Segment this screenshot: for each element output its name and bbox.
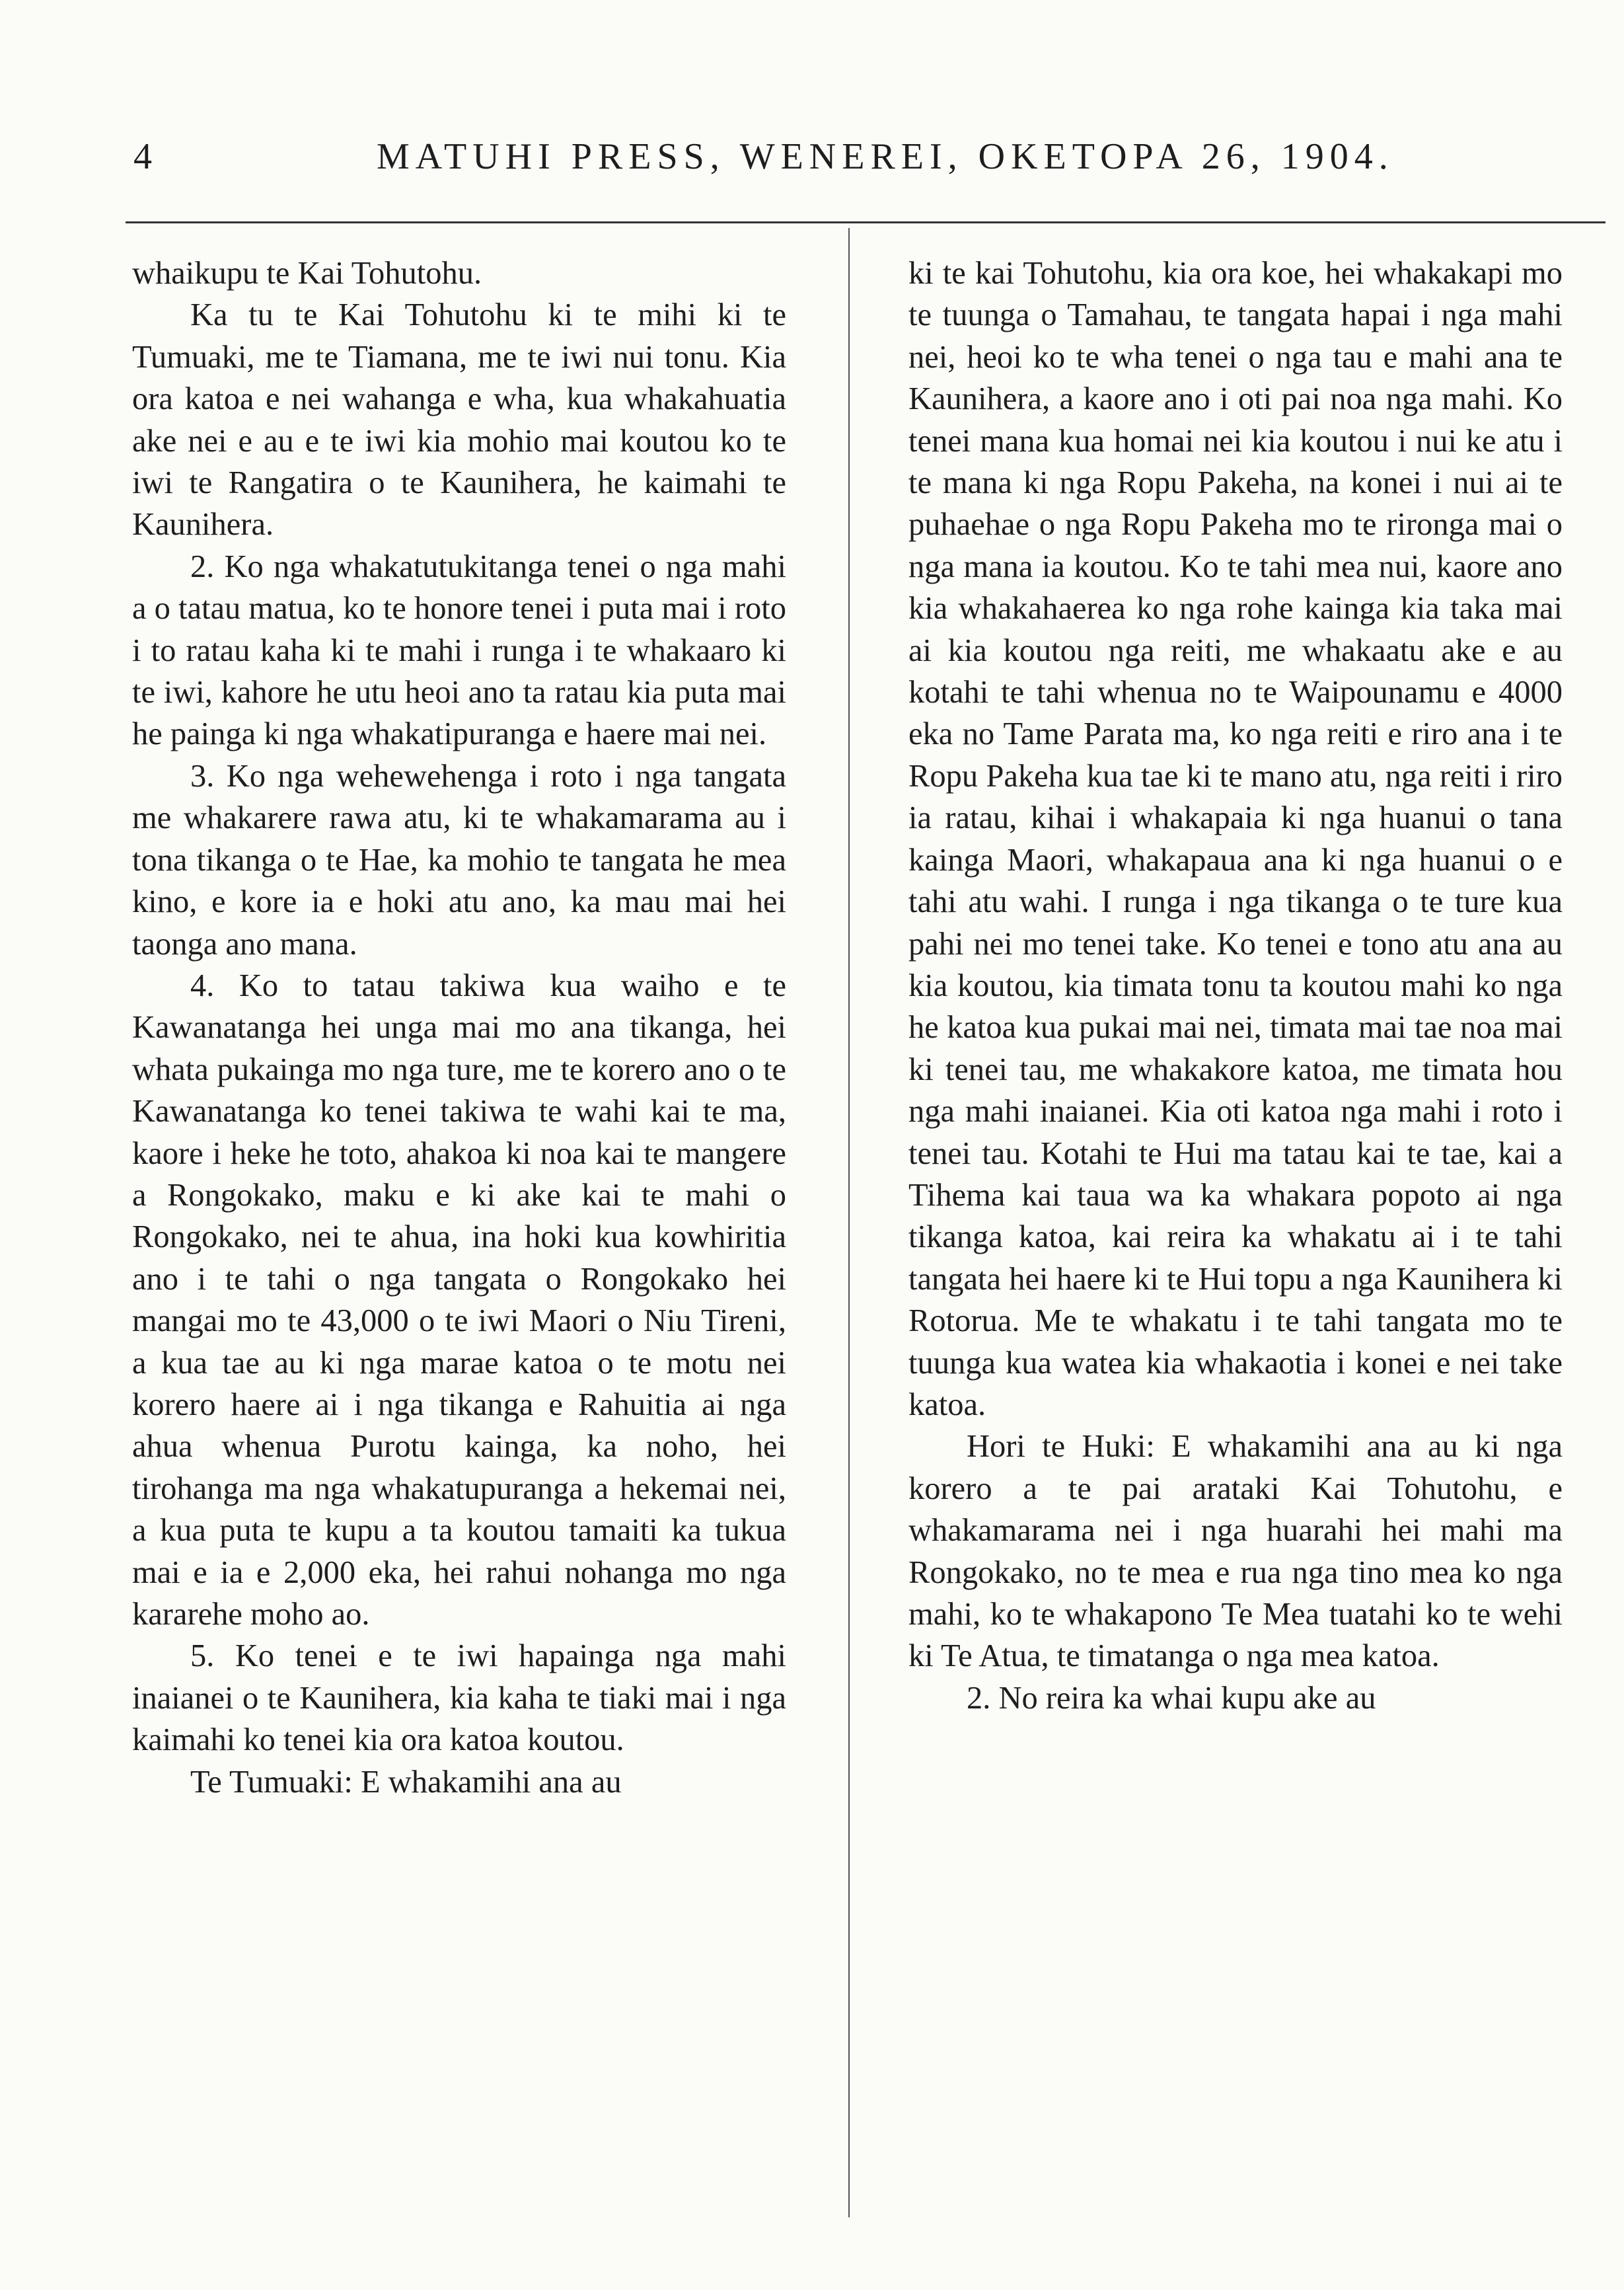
paragraph: Ka tu te Kai Tohutohu ki te mihi ki te Tumuaki, me te Tiamana, me te iwi nui tonu. Kia ora katoa e nei wahanga e wha, kua whakahuatia ake nei e au e te iwi kia mohio mai koutou ko te iwi te Rangatira o te Kaunihera, he kaimahi te Kaunihera.: [132, 297, 786, 543]
page-number: 4: [133, 136, 153, 177]
paragraph: 3. Ko nga wehewehenga i roto i nga tangata me whakarere rawa atu, ki te whakamarama au i tona tikanga o te Hae, ka mohio te tangata he mea kino, e kore ia e hoki atu ano, ka mau mai hei taonga ano mana.: [132, 758, 786, 962]
page-header: [126, 135, 1606, 195]
paragraph: 4. Ko to tatau takiwa kua waiho e te Kawanatanga hei unga mai mo ana tikanga, hei whata pukainga mo nga ture, me te korero ano o te Kawanatanga ko tenei takiwa te wahi kai te ma, kaore i heke he toto, ahakoa ki noa kai te mangere a Rongokako, maku e ki ake kai te mahi o Rongokako, nei te ahua, ina hoki kua kowhiritia ano i te tahi o nga tangata o Rongokako hei mangai mo te 43,000 o te iwi Maori o Niu Tireni, a kua tae au ki nga marae katoa o te motu nei korero haere ai i nga tikanga e Rahuitia ai nga ahua whenua Purotu kainga, ka noho, hei tirohanga ma nga whakatupuranga a hekemai nei, a kua puta te kupu a ta koutou tamaiti ka tukua mai e ia e 2,000 eka, hei rahui nohanga mo nga kararehe moho ao.: [132, 968, 786, 1632]
paragraph: Te Tumuaki: E whakamihi ana au: [190, 1764, 622, 1800]
paragraph: 2. Ko nga whakatutukitanga tenei o nga mahi a o tatau matua, ko te honore tenei i puta mai i roto i to ratau kaha ki te mahi i runga i te whakaaro ki te iwi, kahore he utu heoi ano ta ratau kia puta mai he painga ki nga whakatipuranga e haere mai nei.: [132, 549, 786, 752]
paragraph: whaikupu te Kai Tohutohu.: [132, 256, 482, 291]
running-title: MATUHI PRESS, WENEREI, OKETOPA 26, 1904.: [377, 136, 1394, 177]
paragraph: 5. Ko tenei e te iwi hapainga nga mahi inaianei o te Kaunihera, kia kaha te tiaki mai i nga kaimahi ko tenei kia ora katoa koutou.: [132, 1638, 786, 1758]
right-column: [908, 252, 1563, 1719]
column-divider: [848, 228, 850, 2217]
paragraph: ki te kai Tohutohu, kia ora koe, hei whakakapi mo te tuunga o Tamahau, te tangata hapai i nga mahi nei, heoi ko te wha tenei o nga tau e mahi ana te Kaunihera, a kaore ano i oti pai noa nga mahi. Ko tenei mana kua homai nei kia koutou i nui ke atu i te mana ki nga Ropu Pakeha, na konei i nui ai te puhaehae o nga Ropu Pakeha mo te rironga mai o nga mana ia koutou. Ko te tahi mea nui, kaore ano kia whakahaerea ko nga rohe kainga kia taka mai ai kia koutou nga reiti, me whakaatu ake e au kotahi te tahi whenua no te Waipounamu e 4000 eka no Tame Parata ma, ko nga reiti e riro ana i te Ropu Pakeha kua tae ki te mano atu, nga reiti i riro ia ratau, kihai i whakapaia ki nga huanui o tana kainga Maori, whakapaua ana ki nga huanui o e tahi atu wahi. I runga i nga tikanga o te ture kua pahi nei mo tenei take. Ko tenei e tono atu ana au kia koutou, kia timata tonu ta koutou mahi ko nga he katoa kua pukai mai nei, timata mai tae noa mai ki tenei tau, me whakakore katoa, me timata hou nga mahi inaianei. Kia oti katoa nga mahi i roto i tenei tau. Kotahi te Hui ma tatau kai te tae, kai a Tihema kai taua wa ka whakara popoto ai nga tikanga katoa, kai reira ka whakatu ai i te tahi tangata hei haere ki te Hui topu a nga Kaunihera ki Rotorua. Me te whakatu i te tahi tangata mo te tuunga kua watea kia whakaotia i konei e nei take katoa.: [908, 256, 1563, 1422]
header-rule: [126, 221, 1606, 223]
left-column: [132, 252, 786, 1803]
paragraph: Hori te Huki: E whakamihi ana au ki nga korero a te pai arataki Kai Tohutohu, e whakamarama nei i nga huarahi hei mahi ma Rongokako, no te mea e rua nga tino mea ko nga mahi, ko te whakapono Te Mea tuatahi ko te wehi ki Te Atua, te timatanga o nga mea katoa.: [908, 1429, 1563, 1674]
paragraph: 2. No reira ka whai kupu ake au: [967, 1680, 1376, 1716]
